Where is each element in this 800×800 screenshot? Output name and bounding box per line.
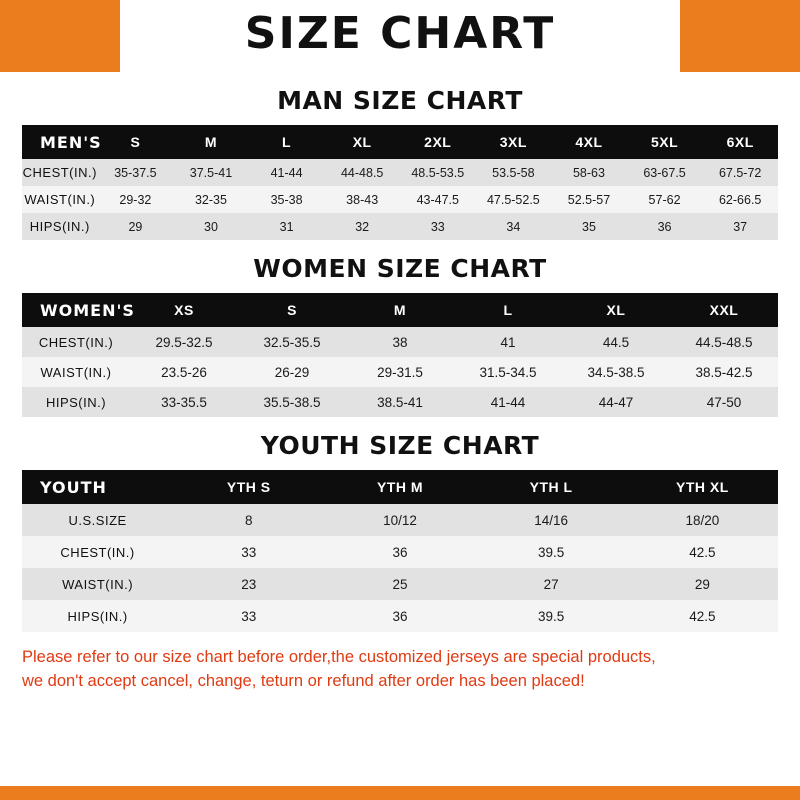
bottom-accent-bar bbox=[0, 786, 800, 800]
row-label: CHEST(IN.) bbox=[22, 536, 173, 568]
column-header: L bbox=[454, 293, 562, 327]
column-header: 3XL bbox=[476, 125, 552, 159]
section-women bbox=[0, 254, 800, 417]
column-header: 2XL bbox=[400, 125, 476, 159]
table-youth-size bbox=[22, 470, 778, 632]
column-header: 6XL bbox=[702, 125, 778, 159]
table-cell: 23 bbox=[173, 568, 324, 600]
table-cell: 33 bbox=[173, 536, 324, 568]
table-row-header-label: MEN'S bbox=[22, 125, 98, 159]
table-cell: 34.5-38.5 bbox=[562, 357, 670, 387]
table-women-size bbox=[22, 293, 778, 417]
column-header: XXL bbox=[670, 293, 778, 327]
table-cell: 37 bbox=[702, 213, 778, 240]
column-header: S bbox=[98, 125, 174, 159]
table-row bbox=[22, 159, 778, 186]
table-cell: 36 bbox=[324, 600, 475, 632]
table-cell: 32-35 bbox=[173, 186, 249, 213]
section-title-youth: YOUTH SIZE CHART bbox=[260, 431, 540, 460]
table-header-row bbox=[22, 470, 778, 504]
table-cell: 52.5-57 bbox=[551, 186, 627, 213]
row-label: HIPS(IN.) bbox=[22, 387, 130, 417]
table-row bbox=[22, 387, 778, 417]
table-cell: 42.5 bbox=[627, 536, 778, 568]
column-header: YTH S bbox=[173, 470, 324, 504]
table-cell: 38.5-41 bbox=[346, 387, 454, 417]
table-cell: 58-63 bbox=[551, 159, 627, 186]
table-cell: 31 bbox=[249, 213, 325, 240]
table-cell: 30 bbox=[173, 213, 249, 240]
table-cell: 31.5-34.5 bbox=[454, 357, 562, 387]
row-label: HIPS(IN.) bbox=[22, 213, 98, 240]
table-cell: 63-67.5 bbox=[627, 159, 703, 186]
table-row-header-label: YOUTH bbox=[22, 470, 173, 504]
table-cell: 41-44 bbox=[454, 387, 562, 417]
table-cell: 8 bbox=[173, 504, 324, 536]
table-cell: 33 bbox=[400, 213, 476, 240]
table-cell: 29-31.5 bbox=[346, 357, 454, 387]
column-header: 5XL bbox=[627, 125, 703, 159]
table-cell: 62-66.5 bbox=[702, 186, 778, 213]
table-row bbox=[22, 600, 778, 632]
table-cell: 41 bbox=[454, 327, 562, 357]
column-header: XL bbox=[562, 293, 670, 327]
header-banner bbox=[0, 0, 800, 72]
table-cell: 29 bbox=[98, 213, 174, 240]
column-header: YTH M bbox=[324, 470, 475, 504]
table-row bbox=[22, 357, 778, 387]
table-cell: 39.5 bbox=[476, 600, 627, 632]
table-row bbox=[22, 186, 778, 213]
table-cell: 44-48.5 bbox=[324, 159, 400, 186]
table-cell: 32 bbox=[324, 213, 400, 240]
table-cell: 44.5 bbox=[562, 327, 670, 357]
table-cell: 18/20 bbox=[627, 504, 778, 536]
table-cell: 33-35.5 bbox=[130, 387, 238, 417]
table-row bbox=[22, 568, 778, 600]
section-man bbox=[0, 86, 800, 240]
table-cell: 35.5-38.5 bbox=[238, 387, 346, 417]
footer-note bbox=[0, 632, 800, 694]
section-title-women: WOMEN SIZE CHART bbox=[253, 254, 547, 283]
table-cell: 34 bbox=[476, 213, 552, 240]
row-label: HIPS(IN.) bbox=[22, 600, 173, 632]
table-header-row bbox=[22, 125, 778, 159]
table-cell: 14/16 bbox=[476, 504, 627, 536]
table-cell: 67.5-72 bbox=[702, 159, 778, 186]
column-header: 4XL bbox=[551, 125, 627, 159]
section-title-man: MAN SIZE CHART bbox=[277, 86, 523, 115]
column-header: YTH XL bbox=[627, 470, 778, 504]
table-cell: 47.5-52.5 bbox=[476, 186, 552, 213]
table-cell: 23.5-26 bbox=[130, 357, 238, 387]
table-man-size bbox=[22, 125, 778, 240]
table-cell: 43-47.5 bbox=[400, 186, 476, 213]
table-cell: 53.5-58 bbox=[476, 159, 552, 186]
table-cell: 35-37.5 bbox=[98, 159, 174, 186]
column-header: YTH L bbox=[476, 470, 627, 504]
table-header-row bbox=[22, 293, 778, 327]
table-cell: 25 bbox=[324, 568, 475, 600]
table-cell: 36 bbox=[627, 213, 703, 240]
column-header: M bbox=[173, 125, 249, 159]
footer-note-line-2: we don't accept cancel, change, teturn or refund after order has been placed! bbox=[22, 671, 585, 690]
table-cell: 38.5-42.5 bbox=[670, 357, 778, 387]
table-cell: 26-29 bbox=[238, 357, 346, 387]
section-youth bbox=[0, 431, 800, 632]
table-cell: 44.5-48.5 bbox=[670, 327, 778, 357]
table-cell: 41-44 bbox=[249, 159, 325, 186]
table-cell: 38 bbox=[346, 327, 454, 357]
table-cell: 27 bbox=[476, 568, 627, 600]
header-banner-inner bbox=[120, 0, 680, 72]
table-cell: 37.5-41 bbox=[173, 159, 249, 186]
table-cell: 35 bbox=[551, 213, 627, 240]
column-header: S bbox=[238, 293, 346, 327]
table-cell: 38-43 bbox=[324, 186, 400, 213]
row-label: CHEST(IN.) bbox=[22, 159, 98, 186]
table-cell: 48.5-53.5 bbox=[400, 159, 476, 186]
table-cell: 42.5 bbox=[627, 600, 778, 632]
row-label: CHEST(IN.) bbox=[22, 327, 130, 357]
table-row bbox=[22, 536, 778, 568]
table-row bbox=[22, 327, 778, 357]
column-header: M bbox=[346, 293, 454, 327]
table-cell: 29.5-32.5 bbox=[130, 327, 238, 357]
table-row-header-label: WOMEN'S bbox=[22, 293, 130, 327]
column-header: XL bbox=[324, 125, 400, 159]
footer-note-line-1: Please refer to our size chart before order,the customized jerseys are special products, bbox=[22, 648, 656, 666]
table-cell: 29-32 bbox=[98, 186, 174, 213]
table-cell: 29 bbox=[627, 568, 778, 600]
table-cell: 47-50 bbox=[670, 387, 778, 417]
column-header: L bbox=[249, 125, 325, 159]
table-cell: 33 bbox=[173, 600, 324, 632]
table-cell: 57-62 bbox=[627, 186, 703, 213]
row-label: WAIST(IN.) bbox=[22, 186, 98, 213]
table-cell: 32.5-35.5 bbox=[238, 327, 346, 357]
table-row bbox=[22, 213, 778, 240]
table-cell: 44-47 bbox=[562, 387, 670, 417]
table-cell: 35-38 bbox=[249, 186, 325, 213]
page-title: SIZE CHART bbox=[244, 8, 556, 59]
table-cell: 39.5 bbox=[476, 536, 627, 568]
table-cell: 36 bbox=[324, 536, 475, 568]
row-label: U.S.SIZE bbox=[22, 504, 173, 536]
table-row bbox=[22, 504, 778, 536]
row-label: WAIST(IN.) bbox=[22, 568, 173, 600]
row-label: WAIST(IN.) bbox=[22, 357, 130, 387]
table-cell: 10/12 bbox=[324, 504, 475, 536]
column-header: XS bbox=[130, 293, 238, 327]
